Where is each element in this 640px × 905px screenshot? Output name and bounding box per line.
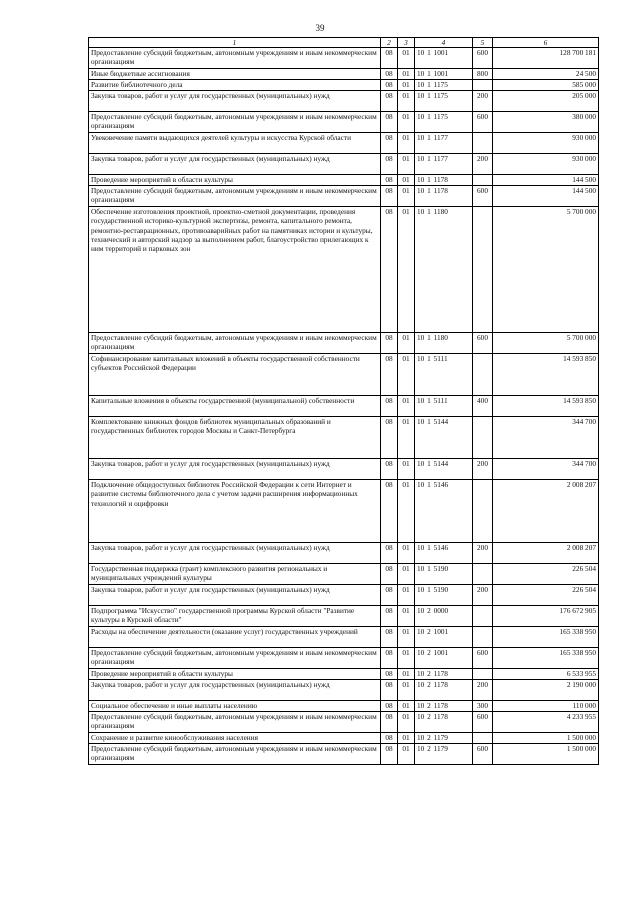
row-ministry-code: 08 — [381, 154, 398, 175]
table-row — [89, 80, 599, 91]
row-section-code: 01 — [398, 112, 415, 133]
budget-table — [88, 37, 599, 765]
table-body — [89, 48, 599, 765]
row-amount: 1 500 000 — [493, 744, 599, 765]
row-description: Предоставление субсидий бюджетным, автономным учреждениям и иным некоммерческим организациям — [89, 648, 381, 669]
table-row — [89, 564, 599, 585]
table-row — [89, 627, 599, 648]
row-target-article: 10 2 0000 — [415, 606, 473, 627]
row-expense-type — [473, 417, 493, 459]
row-amount: 2 008 207 — [493, 480, 599, 543]
row-amount: 344 700 — [493, 459, 599, 480]
column-number-gr: 2 — [381, 38, 398, 48]
row-expense-type: 200 — [473, 91, 493, 112]
row-section-code: 01 — [398, 627, 415, 648]
row-ministry-code: 08 — [381, 80, 398, 91]
row-expense-type: 800 — [473, 69, 493, 80]
row-target-article: 10 1 1177 — [415, 133, 473, 154]
table-row — [89, 396, 599, 417]
row-description: Предоставление субсидий бюджетным, автономным учреждениям и иным некоммерческим организациям — [89, 333, 381, 354]
row-description: Закупка товаров, работ и услуг для государственных (муниципальных) нужд — [89, 91, 381, 112]
row-section-code: 01 — [398, 744, 415, 765]
row-section-code: 01 — [398, 133, 415, 154]
row-target-article: 10 1 5111 — [415, 396, 473, 417]
row-expense-type: 300 — [473, 701, 493, 712]
row-amount: 176 672 905 — [493, 606, 599, 627]
row-target-article: 10 1 5111 — [415, 354, 473, 396]
row-description: Капитальные вложения в объекты государственной (муниципальной) собственности — [89, 396, 381, 417]
row-target-article: 10 1 1180 — [415, 207, 473, 333]
row-ministry-code: 08 — [381, 480, 398, 543]
row-target-article: 10 1 5190 — [415, 564, 473, 585]
row-ministry-code: 08 — [381, 701, 398, 712]
row-amount: 165 338 950 — [493, 627, 599, 648]
row-expense-type: 200 — [473, 459, 493, 480]
row-ministry-code: 08 — [381, 417, 398, 459]
table-row — [89, 112, 599, 133]
header-row — [89, 38, 599, 48]
row-description: Комплектование книжных фондов библиотек муниципальных образований и государственных библиотек городов Москвы и Санкт-Петербурга — [89, 417, 381, 459]
row-amount: 5 700 000 — [493, 207, 599, 333]
row-ministry-code: 08 — [381, 91, 398, 112]
row-target-article: 10 2 1179 — [415, 744, 473, 765]
row-expense-type: 600 — [473, 333, 493, 354]
row-amount: 110 000 — [493, 701, 599, 712]
row-description: Софинансирование капитальных вложений в объекты государственной собственности субъектов Российской Федерации — [89, 354, 381, 396]
row-target-article: 10 2 1001 — [415, 627, 473, 648]
row-section-code: 01 — [398, 154, 415, 175]
row-ministry-code: 08 — [381, 712, 398, 733]
row-section-code: 01 — [398, 396, 415, 417]
row-section-code: 01 — [398, 333, 415, 354]
row-target-article: 10 1 5146 — [415, 480, 473, 543]
row-section-code: 01 — [398, 459, 415, 480]
row-ministry-code: 08 — [381, 648, 398, 669]
table-row — [89, 186, 599, 207]
row-amount: 380 000 — [493, 112, 599, 133]
row-target-article: 10 1 1180 — [415, 333, 473, 354]
row-expense-type — [473, 669, 493, 680]
row-target-article: 10 1 1178 — [415, 175, 473, 186]
row-ministry-code: 08 — [381, 680, 398, 701]
row-ministry-code: 08 — [381, 543, 398, 564]
row-section-code: 01 — [398, 669, 415, 680]
row-ministry-code: 08 — [381, 744, 398, 765]
row-description: Закупка товаров, работ и услуг для государственных (муниципальных) нужд — [89, 154, 381, 175]
row-section-code: 01 — [398, 207, 415, 333]
table-row — [89, 133, 599, 154]
table-row — [89, 648, 599, 669]
row-expense-type: 200 — [473, 154, 493, 175]
row-expense-type: 200 — [473, 543, 493, 564]
row-target-article: 10 2 1178 — [415, 712, 473, 733]
column-number-vr: 5 — [473, 38, 493, 48]
row-section-code: 01 — [398, 80, 415, 91]
row-description: Предоставление субсидий бюджетным, автономным учреждениям и иным некоммерческим организациям — [89, 712, 381, 733]
table-row — [89, 543, 599, 564]
row-ministry-code: 08 — [381, 69, 398, 80]
row-amount: 144 500 — [493, 175, 599, 186]
row-section-code: 01 — [398, 712, 415, 733]
table-row — [89, 606, 599, 627]
row-description: Государственная поддержка (грант) комплексного развития региональных и муниципальных учреждений культуры — [89, 564, 381, 585]
row-amount: 2 008 207 — [493, 543, 599, 564]
row-description: Закупка товаров, работ и услуг для государственных (муниципальных) нужд — [89, 459, 381, 480]
row-amount: 344 700 — [493, 417, 599, 459]
row-expense-type — [473, 175, 493, 186]
row-description: Социальное обеспечение и иные выплаты населению — [89, 701, 381, 712]
row-section-code: 01 — [398, 175, 415, 186]
row-description: Проведение мероприятий в области культуры — [89, 175, 381, 186]
row-ministry-code: 08 — [381, 606, 398, 627]
row-expense-type: 600 — [473, 712, 493, 733]
table-row — [89, 744, 599, 765]
row-section-code: 01 — [398, 186, 415, 207]
row-amount: 1 500 000 — [493, 733, 599, 744]
row-section-code: 01 — [398, 354, 415, 396]
row-description: Иные бюджетные ассигнования — [89, 69, 381, 80]
row-ministry-code: 08 — [381, 186, 398, 207]
row-expense-type — [473, 480, 493, 543]
row-description: Увековечение памяти выдающихся деятелей культуры и искусства Курской области — [89, 133, 381, 154]
row-ministry-code: 08 — [381, 354, 398, 396]
table-row — [89, 48, 599, 69]
row-description: Обеспечение изготовления проектной, проектно-сметной документации, проведения государственной историко-культурной экспертизы, ремонта, капитального ремонта, ремонтно-реставрационных, противоаварийных работ на памятниках истории и культуры, технический и авторский надзор за выполнением работ, благоустройство прилегающих к ним территорий и парковых зон — [89, 207, 381, 333]
row-section-code: 01 — [398, 69, 415, 80]
row-description: Предоставление субсидий бюджетным, автономным учреждениям и иным некоммерческим организациям — [89, 112, 381, 133]
table-row — [89, 680, 599, 701]
table-row — [89, 175, 599, 186]
row-target-article: 10 1 1177 — [415, 154, 473, 175]
row-expense-type — [473, 354, 493, 396]
row-amount: 5 700 000 — [493, 333, 599, 354]
row-target-article: 10 1 1001 — [415, 69, 473, 80]
row-description: Сохранение и развитие кинообслуживания населения — [89, 733, 381, 744]
row-description: Закупка товаров, работ и услуг для государственных (муниципальных) нужд — [89, 680, 381, 701]
table-row — [89, 207, 599, 333]
row-section-code: 01 — [398, 733, 415, 744]
row-target-article: 10 1 5190 — [415, 585, 473, 606]
table-row — [89, 459, 599, 480]
table-row — [89, 480, 599, 543]
row-expense-type — [473, 564, 493, 585]
row-target-article: 10 2 1178 — [415, 701, 473, 712]
page-number: 39 — [315, 23, 325, 33]
row-section-code: 01 — [398, 543, 415, 564]
table-row — [89, 333, 599, 354]
row-amount: 14 593 850 — [493, 354, 599, 396]
row-ministry-code: 08 — [381, 112, 398, 133]
table-row — [89, 585, 599, 606]
row-description: Проведение мероприятий в области культуры — [89, 669, 381, 680]
row-section-code: 01 — [398, 648, 415, 669]
row-section-code: 01 — [398, 564, 415, 585]
row-section-code: 01 — [398, 606, 415, 627]
table-row — [89, 712, 599, 733]
row-amount: 6 533 955 — [493, 669, 599, 680]
row-target-article: 10 1 5146 — [415, 543, 473, 564]
row-expense-type — [473, 133, 493, 154]
row-ministry-code: 08 — [381, 133, 398, 154]
row-expense-type: 600 — [473, 48, 493, 69]
row-description: Предоставление субсидий бюджетным, автономным учреждениям и иным некоммерческим организациям — [89, 744, 381, 765]
row-expense-type — [473, 733, 493, 744]
row-target-article: 10 1 1001 — [415, 48, 473, 69]
table-row — [89, 91, 599, 112]
row-amount: 930 000 — [493, 133, 599, 154]
row-section-code: 01 — [398, 585, 415, 606]
row-target-article: 10 1 1175 — [415, 80, 473, 91]
row-amount: 930 000 — [493, 154, 599, 175]
row-expense-type: 600 — [473, 744, 493, 765]
row-ministry-code: 08 — [381, 585, 398, 606]
row-expense-type: 400 — [473, 396, 493, 417]
column-number-cs: 4 — [415, 38, 473, 48]
row-ministry-code: 08 — [381, 733, 398, 744]
row-expense-type — [473, 606, 493, 627]
row-description: Расходы на обеспечение деятельности (оказание услуг) государственных учреждений — [89, 627, 381, 648]
row-amount: 585 000 — [493, 80, 599, 91]
row-description: Закупка товаров, работ и услуг для государственных (муниципальных) нужд — [89, 585, 381, 606]
row-section-code: 01 — [398, 91, 415, 112]
row-target-article: 10 1 1175 — [415, 112, 473, 133]
row-ministry-code: 08 — [381, 48, 398, 69]
row-expense-type: 200 — [473, 585, 493, 606]
column-number-rz: 3 — [398, 38, 415, 48]
row-target-article: 10 1 5144 — [415, 459, 473, 480]
row-target-article: 10 2 1001 — [415, 648, 473, 669]
row-target-article: 10 1 1175 — [415, 91, 473, 112]
table-row — [89, 701, 599, 712]
row-expense-type — [473, 627, 493, 648]
row-section-code: 01 — [398, 417, 415, 459]
row-section-code: 01 — [398, 480, 415, 543]
row-amount: 205 000 — [493, 91, 599, 112]
table-row — [89, 669, 599, 680]
row-section-code: 01 — [398, 48, 415, 69]
row-ministry-code: 08 — [381, 207, 398, 333]
row-section-code: 01 — [398, 680, 415, 701]
row-expense-type — [473, 80, 493, 91]
row-expense-type: 200 — [473, 680, 493, 701]
row-target-article: 10 1 5144 — [415, 417, 473, 459]
row-expense-type: 600 — [473, 186, 493, 207]
row-description: Развитие библиотечного дела — [89, 80, 381, 91]
row-ministry-code: 08 — [381, 564, 398, 585]
table-row — [89, 154, 599, 175]
row-amount: 4 233 955 — [493, 712, 599, 733]
row-target-article: 10 2 1179 — [415, 733, 473, 744]
row-amount: 226 504 — [493, 564, 599, 585]
row-ministry-code: 08 — [381, 175, 398, 186]
table-row — [89, 354, 599, 396]
table-row — [89, 417, 599, 459]
row-ministry-code: 08 — [381, 333, 398, 354]
row-description: Закупка товаров, работ и услуг для государственных (муниципальных) нужд — [89, 543, 381, 564]
row-description: Подпрограмма "Искусство" государственной программы Курской области "Развитие культуры в Курской области" — [89, 606, 381, 627]
row-expense-type — [473, 207, 493, 333]
row-ministry-code: 08 — [381, 669, 398, 680]
row-amount: 128 700 181 — [493, 48, 599, 69]
row-target-article: 10 1 1178 — [415, 186, 473, 207]
row-amount: 2 190 000 — [493, 680, 599, 701]
row-expense-type: 600 — [473, 648, 493, 669]
column-number-sum: 6 — [493, 38, 599, 48]
row-ministry-code: 08 — [381, 396, 398, 417]
row-description: Подключение общедоступных библиотек Российской Федерации к сети Интернет и развитие системы библиотечного дела с учетом задачи расширения информационных технологий и оцифровки — [89, 480, 381, 543]
row-target-article: 10 2 1178 — [415, 680, 473, 701]
row-amount: 24 500 — [493, 69, 599, 80]
table-row — [89, 69, 599, 80]
column-number-name: 1 — [89, 38, 381, 48]
row-amount: 226 504 — [493, 585, 599, 606]
row-ministry-code: 08 — [381, 459, 398, 480]
row-ministry-code: 08 — [381, 627, 398, 648]
row-description: Предоставление субсидий бюджетным, автономным учреждениям и иным некоммерческим организациям — [89, 48, 381, 69]
row-amount: 165 338 950 — [493, 648, 599, 669]
row-expense-type: 600 — [473, 112, 493, 133]
table-row — [89, 733, 599, 744]
row-amount: 144 500 — [493, 186, 599, 207]
row-target-article: 10 2 1178 — [415, 669, 473, 680]
row-amount: 14 593 850 — [493, 396, 599, 417]
row-description: Предоставление субсидий бюджетным, автономным учреждениям и иным некоммерческим организациям — [89, 186, 381, 207]
row-section-code: 01 — [398, 701, 415, 712]
